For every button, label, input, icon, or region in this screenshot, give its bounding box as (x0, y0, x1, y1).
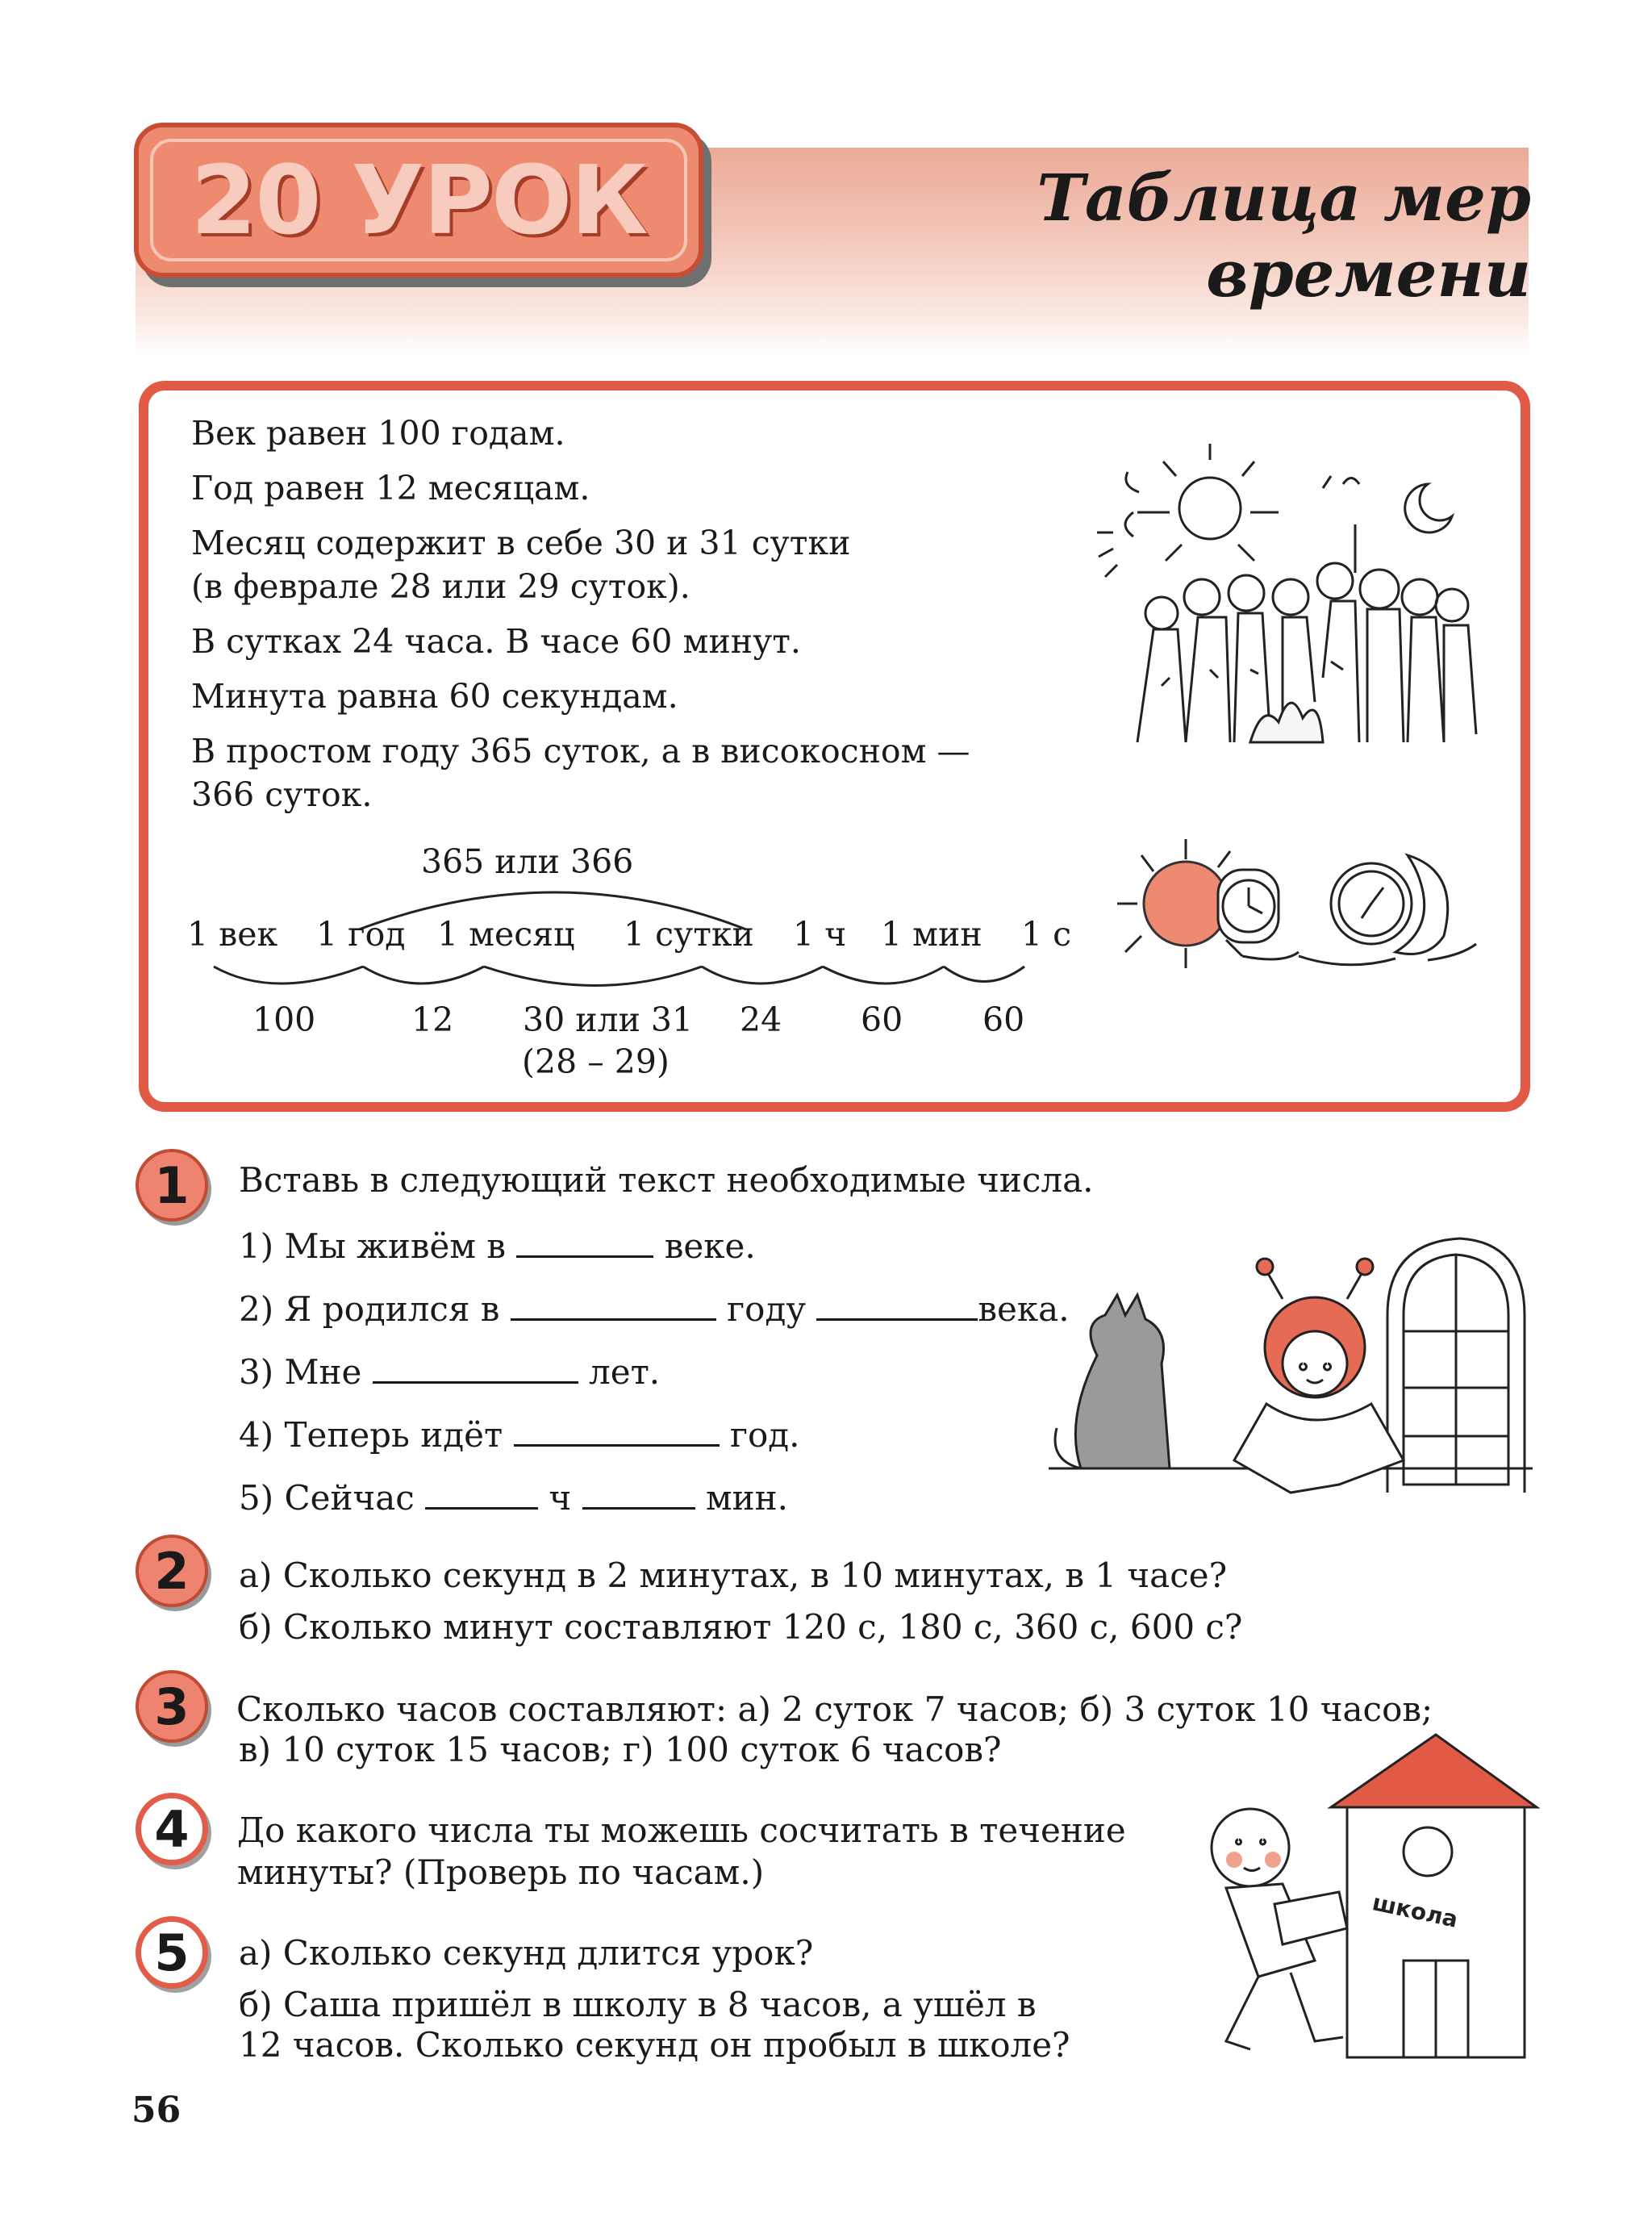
scheme-top-label: 365 или 366 (421, 842, 634, 881)
rule-century: Век равен 100 годам. (191, 414, 565, 453)
school-sign-text: школа (1370, 1889, 1461, 1933)
boy-writing-with-cat-illustration (1049, 1226, 1533, 1549)
answer-blank-century[interactable] (516, 1223, 653, 1258)
exercise-1-item-2-text: 2) Я родился в (239, 1289, 500, 1329)
value-hours-in-day: 24 (740, 1000, 782, 1039)
exercise-1-item-4-text: 4) Теперь идёт (239, 1415, 503, 1455)
rule-month-feb: (в феврале 28 или 29 суток). (191, 567, 690, 606)
exercise-1-item-1 (239, 1223, 756, 1267)
answer-blank-birth-year[interactable] (511, 1286, 716, 1321)
sun-and-clocks-illustration (1105, 823, 1492, 984)
topic-title (886, 160, 1531, 311)
topic-title-line-1: Таблица мер (1037, 160, 1531, 236)
unit-minute: 1 мин (881, 915, 982, 954)
exercise-1-item-3 (239, 1349, 660, 1393)
exercise-2-number: 2 (136, 1535, 208, 1607)
exercise-1-item-2 (239, 1286, 1070, 1330)
answer-blank-current-year[interactable] (514, 1412, 720, 1447)
exercise-1-item-1-suffix: веке. (664, 1226, 756, 1266)
exercise-1-item-2-mid: году (727, 1289, 807, 1329)
rule-leap-year-cont: 366 суток. (191, 775, 373, 814)
boy-leaving-school-illustration (1194, 1719, 1541, 2098)
exercise-5-number: 5 (136, 1916, 208, 1989)
exercise-5-line-b2: 12 часов. Сколько секунд он пробыл в школе? (239, 2025, 1070, 2065)
exercise-3-line-2: в) 10 суток 15 часов; г) 100 суток 6 часов? (239, 1730, 1002, 1769)
exercise-2-line-a: а) Сколько секунд в 2 минутах, в 10 минутах, в 1 часе? (239, 1556, 1228, 1595)
exercise-1-item-5-hours-label: ч (549, 1478, 572, 1518)
value-days-in-february: (28 – 29) (522, 1042, 670, 1081)
rule-day-hour: В сутках 24 часа. В часе 60 минут. (191, 622, 801, 661)
answer-blank-birth-century[interactable] (816, 1286, 978, 1321)
exercise-1-item-4-suffix: год. (729, 1415, 800, 1455)
value-seconds-in-minute: 60 (982, 1000, 1025, 1039)
rule-year: Год равен 12 месяцам. (191, 469, 590, 507)
unit-month: 1 месяц (437, 915, 575, 954)
exercise-4-line-1: До какого числа ты можешь сосчитать в течение (237, 1810, 1126, 1850)
answer-blank-minutes[interactable] (582, 1475, 695, 1510)
page-number: 56 (131, 2090, 181, 2131)
rule-leap-year: В простом году 365 суток, а в високосном — (191, 732, 970, 771)
topic-title-line-2: времени (1206, 236, 1531, 311)
exercise-3-line-1: Сколько часов составляют: а) 2 суток 7 часов; б) 3 суток 10 часов; (236, 1689, 1433, 1729)
exercise-5-line-a: а) Сколько секунд длится урок? (239, 1933, 814, 1973)
exercise-3-number: 3 (136, 1670, 208, 1743)
unit-hour: 1 ч (793, 915, 847, 954)
unit-year: 1 год (316, 915, 406, 954)
value-days-in-month: 30 или 31 (523, 1000, 694, 1039)
unit-second: 1 с (1021, 915, 1072, 954)
exercise-4-number: 4 (136, 1793, 208, 1865)
value-months-in-year: 12 (411, 1000, 454, 1039)
exercise-1-number: 1 (136, 1149, 208, 1222)
exercise-2-line-b: б) Сколько минут составляют 120 с, 180 с, 360 с, 600 с? (239, 1607, 1243, 1647)
exercise-4-line-2: минуты? (Проверь по часам.) (237, 1852, 765, 1892)
exercise-1-item-2-suffix: века. (978, 1289, 1070, 1329)
lesson-number-title: 20 УРОК (190, 144, 647, 256)
value-years-in-century: 100 (252, 1000, 316, 1039)
exercise-5-line-b1: б) Саша пришёл в школу в 8 часов, а ушёл в (239, 1985, 1037, 2024)
exercise-1-item-5-minutes-label: мин. (706, 1478, 789, 1518)
exercise-1-item-3-text: 3) Мне (239, 1352, 362, 1392)
exercise-1-item-4 (239, 1412, 799, 1455)
exercise-1-item-5-text: 5) Сейчас (239, 1478, 415, 1518)
answer-blank-age[interactable] (373, 1349, 578, 1384)
unit-day: 1 сутки (624, 915, 754, 954)
exercise-1-item-5 (239, 1475, 788, 1518)
people-by-fire-illustration (1089, 436, 1484, 758)
answer-blank-hours[interactable] (425, 1475, 538, 1510)
exercise-1-text: Вставь в следующий текст необходимые числа. (239, 1160, 1094, 1200)
unit-century: 1 век (187, 915, 278, 954)
value-minutes-in-hour: 60 (861, 1000, 903, 1039)
exercise-1-item-1-text: 1) Мы живём в (239, 1226, 507, 1266)
rule-minute: Минута равна 60 секундам. (191, 677, 678, 716)
exercise-1-item-3-suffix: лет. (589, 1352, 661, 1392)
rule-month: Месяц содержит в себе 30 и 31 сутки (191, 524, 851, 562)
